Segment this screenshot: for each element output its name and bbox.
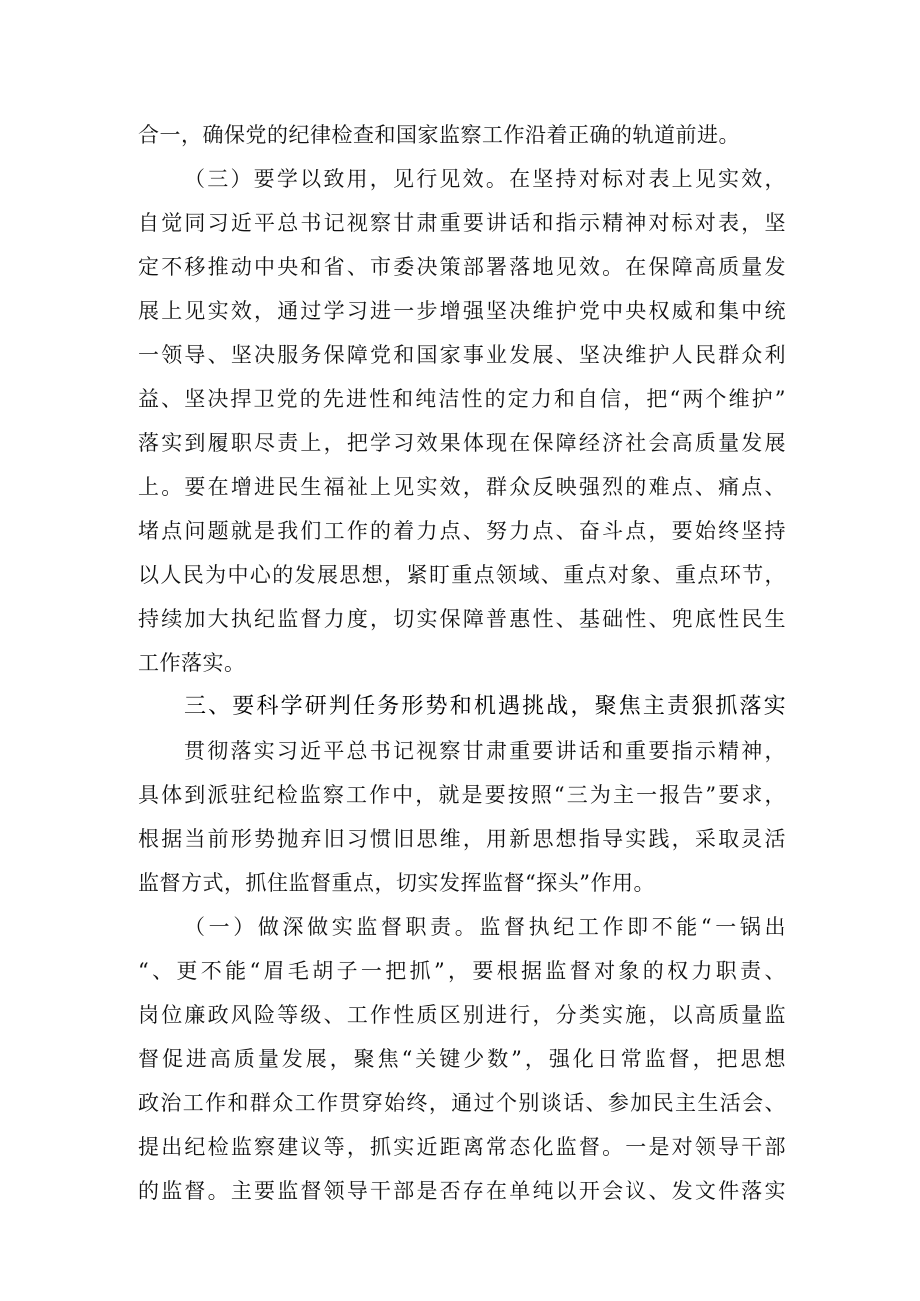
paragraph-line: 具体到派驻纪检监察工作中，就是要按照“三为主一报告”要求， [138,783,786,807]
paragraph-line: 工作落实。 [138,651,246,675]
paragraph-line: 以人民为中心的发展思想，紧盯重点领域、重点对象、重点环节， [138,563,786,587]
section-heading: 三、要科学研判任务形势和机遇挑战，聚焦主责狠抓落实 [184,694,786,719]
paragraph-line: 一领导、坚决服务保障党和国家事业发展、坚决维护人民群众利 [138,343,786,367]
paragraph-line: 岗位廉政风险等级、工作性质区别进行，分类实施，以高质量监 [138,1003,786,1027]
paragraph-line: 督促进高质量发展，聚焦“关键少数”，强化日常监督，把思想 [138,1047,786,1071]
paragraph-line: 提出纪检监察建议等，抓实近距离常态化监督。一是对领导干部 [138,1135,786,1159]
paragraph-line: 持续加大执纪监督力度，切实保障普惠性、基础性、兜底性民生 [138,607,786,631]
paragraph-line: 监督方式，抓住监督重点，切实发挥监督“探头”作用。 [138,871,655,895]
paragraph-line: 益、坚决捍卫党的先进性和纯洁性的定力和自信，把“两个维护” [138,387,786,411]
paragraph-line: 落实到履职尽责上，把学习效果体现在保障经济社会高质量发展 [138,431,786,455]
paragraph-line: 堵点问题就是我们工作的着力点、努力点、奋斗点，要始终坚持 [138,519,786,543]
paragraph-line: 贯彻落实习近平总书记视察甘肃重要讲话和重要指示精神， [184,739,786,763]
paragraph-line: 合一，确保党的纪律检查和国家监察工作沿着正确的轨道前进。 [138,123,740,147]
paragraph-line: 定不移推动中央和省、市委决策部署落地见效。在保障高质量发 [138,255,786,279]
paragraph-line: 上。要在增进民生福祉上见实效，群众反映强烈的难点、痛点、 [138,475,786,499]
paragraph-line: 根据当前形势抛弃旧习惯旧思维，用新思想指导实践，采取灵活 [138,827,786,851]
paragraph-line: 自觉同习近平总书记视察甘肃重要讲话和指示精神对标对表，坚 [138,211,786,235]
paragraph-line: 政治工作和群众工作贯穿始终，通过个别谈话、参加民主生活会、 [138,1091,786,1115]
paragraph-line: “、更不能“眉毛胡子一把抓”，要根据监督对象的权力职责、 [138,959,786,983]
paragraph-line: （一）做深做实监督职责。监督执纪工作即不能“一锅出 [184,915,786,939]
paragraph-line: 展上见实效，通过学习进一步增强坚决维护党中央权威和集中统 [138,299,786,323]
paragraph-line: （三）要学以致用，见行见效。在坚持对标对表上见实效， [184,167,786,191]
paragraph-line: 的监督。主要监督领导干部是否存在单纯以开会议、发文件落实 [138,1179,786,1203]
